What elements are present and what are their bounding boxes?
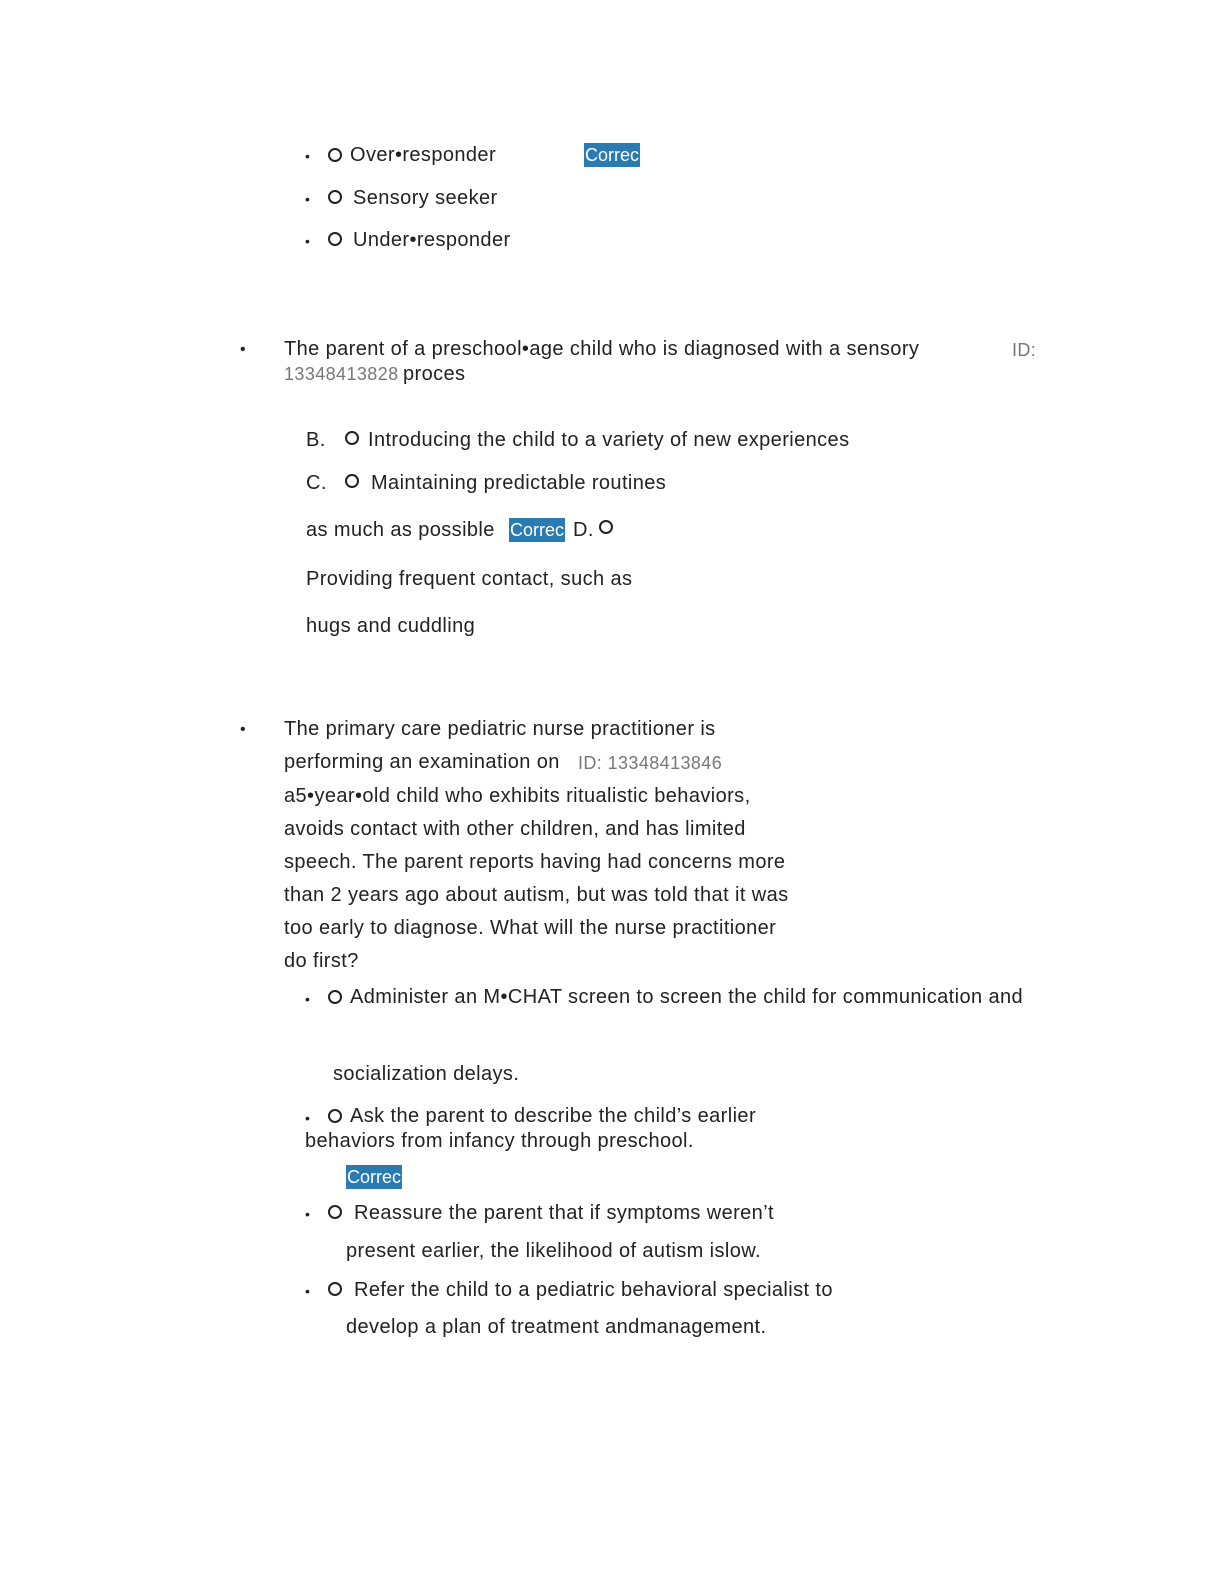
option-text: Administer an M•CHAT screen to screen the child for communication and [350,986,1024,1008]
radio-icon[interactable] [599,515,613,539]
question-stem: The parent of a preschool•age child who is diagnosed with a sensory [284,338,920,360]
option-text: Maintaining predictable routines [371,472,667,494]
bullet: • [305,1283,311,1299]
bullet: • [305,191,311,207]
option-text: Refer the child to a pediatric behavioral specialist to [354,1279,833,1301]
option-letter: B. [306,429,326,451]
bullet: • [305,148,311,164]
question-id-label: ID: [1012,340,1037,360]
question-id: ID: 13348413846 [578,753,723,773]
question-stem-line: do first? [284,950,359,972]
bullet: • [305,233,311,249]
radio-icon[interactable] [345,469,359,493]
question-stem-line: too early to diagnose. What will the nurse practitioner [284,917,777,939]
radio-icon[interactable] [328,1200,342,1224]
option-text-cont: as much as possible [306,519,495,541]
option-text-cont: present earlier, the likelihood of autism islow. [346,1240,761,1262]
question-stem-line: speech. The parent reports having had concerns more [284,851,786,873]
radio-icon[interactable] [345,426,359,450]
option-letter: C. [306,472,327,494]
radio-icon[interactable] [328,185,342,209]
bullet: • [305,1206,311,1222]
option-text: Under•responder [353,229,511,251]
question-stem-line: The primary care pediatric nurse practitioner is [284,718,716,740]
radio-icon[interactable] [328,1104,342,1128]
radio-icon[interactable] [328,985,342,1009]
option-text: Sensory seeker [353,187,498,209]
correct-badge: Correc [347,1167,402,1187]
bullet: • [305,1110,311,1126]
option-text-cont: develop a plan of treatment andmanagement. [346,1316,767,1338]
radio-icon[interactable] [328,1277,342,1301]
question-id: 13348413828 [284,364,399,384]
radio-icon[interactable] [328,143,342,167]
option-letter: D. [573,519,594,541]
question-stem-line: a5•year•old child who exhibits ritualistic behaviors, [284,785,751,807]
radio-icon[interactable] [328,227,342,251]
option-text: Reassure the parent that if symptoms weren’t [354,1202,775,1224]
question-stem-line: than 2 years ago about autism, but was told that it was [284,884,789,906]
correct-badge: Correc [585,145,640,165]
correct-badge: Correc [510,520,565,540]
option-text: Introducing the child to a variety of new experiences [368,429,850,451]
question-stem-cont: proces [403,363,466,385]
option-text-cont: hugs and cuddling [306,615,476,637]
option-text: Over•responder [350,144,497,166]
bullet: • [240,341,247,358]
option-text-cont: behaviors from infancy through preschool. [305,1130,694,1152]
option-text: Ask the parent to describe the child’s earlier [350,1105,757,1127]
option-text-cont: socialization delays. [333,1063,520,1085]
option-text: Providing frequent contact, such as [306,568,633,590]
bullet: • [240,721,247,738]
bullet: • [305,991,311,1007]
question-stem-line: avoids contact with other children, and has limited [284,818,746,840]
question-stem-line: performing an examination on [284,751,560,773]
